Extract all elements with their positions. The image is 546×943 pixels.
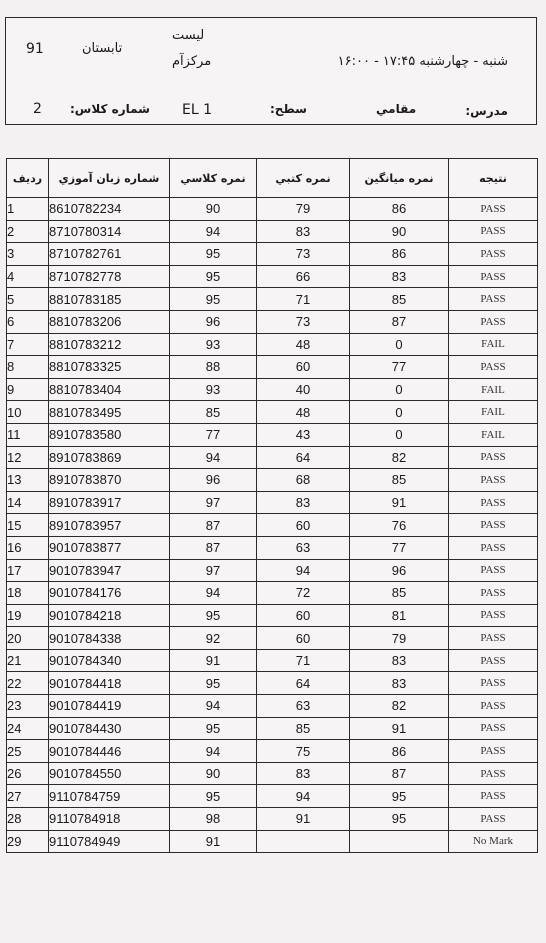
result-cell: PASS <box>449 198 538 221</box>
student-id-cell: 8610782234 <box>49 198 170 221</box>
row-number-cell: 24 <box>7 717 49 740</box>
table-row <box>7 830 538 853</box>
row-number-cell: 13 <box>7 469 49 492</box>
written-score-cell: 72 <box>257 582 350 605</box>
table-row <box>7 356 538 379</box>
written-score-cell: 63 <box>257 536 350 559</box>
result-cell: PASS <box>449 717 538 740</box>
written-score-cell: 73 <box>257 310 350 333</box>
row-number-cell: 6 <box>7 310 49 333</box>
row-number-cell: 20 <box>7 627 49 650</box>
row-number-cell: 16 <box>7 536 49 559</box>
average-score-cell: 87 <box>350 310 449 333</box>
written-score-cell: 85 <box>257 717 350 740</box>
average-score-cell: 77 <box>350 536 449 559</box>
student-id-cell: 9110784918 <box>49 808 170 831</box>
class-score-cell: 94 <box>170 220 257 243</box>
written-score-cell: 79 <box>257 198 350 221</box>
student-id-cell: 9010784446 <box>49 740 170 763</box>
average-score-cell: 87 <box>350 762 449 785</box>
written-score-cell: 43 <box>257 423 350 446</box>
student-id-cell: 9010784218 <box>49 604 170 627</box>
term-number: 91 <box>26 41 44 57</box>
written-score-cell: 83 <box>257 220 350 243</box>
class-score-cell: 94 <box>170 582 257 605</box>
row-number-cell: 12 <box>7 446 49 469</box>
column-header-average-score: نمره ميانگين <box>350 159 449 198</box>
result-cell: FAIL <box>449 333 538 356</box>
class-number-value: 2 <box>33 101 42 117</box>
student-id-cell: 8910783580 <box>49 423 170 446</box>
result-cell: PASS <box>449 559 538 582</box>
column-header-student-id: شماره زبان آموزي <box>49 159 170 198</box>
class-score-cell: 88 <box>170 356 257 379</box>
table-row <box>7 198 538 221</box>
written-score-cell: 60 <box>257 356 350 379</box>
row-number-cell: 27 <box>7 785 49 808</box>
row-number-cell: 21 <box>7 649 49 672</box>
row-number-cell: 8 <box>7 356 49 379</box>
written-score-cell: 75 <box>257 740 350 763</box>
average-score-cell: 96 <box>350 559 449 582</box>
row-number-cell: 17 <box>7 559 49 582</box>
student-id-cell: 9010784418 <box>49 672 170 695</box>
table-row <box>7 762 538 785</box>
table-row <box>7 672 538 695</box>
student-id-cell: 8810783325 <box>49 356 170 379</box>
result-cell: PASS <box>449 785 538 808</box>
average-score-cell: 79 <box>350 627 449 650</box>
written-score-cell: 48 <box>257 401 350 424</box>
student-id-cell: 9110784949 <box>49 830 170 853</box>
student-id-cell: 8810783206 <box>49 310 170 333</box>
written-score-cell: 91 <box>257 808 350 831</box>
row-number-cell: 18 <box>7 582 49 605</box>
average-score-cell: 91 <box>350 491 449 514</box>
level-value: EL 1 <box>182 102 213 118</box>
table-row <box>7 559 538 582</box>
table-row <box>7 243 538 266</box>
class-score-cell: 95 <box>170 785 257 808</box>
column-header-row-number: رديف <box>7 159 49 198</box>
table-row <box>7 265 538 288</box>
class-score-cell: 91 <box>170 649 257 672</box>
row-number-cell: 26 <box>7 762 49 785</box>
table-row <box>7 333 538 356</box>
column-header-result: نتيجه <box>449 159 538 198</box>
class-score-cell: 95 <box>170 672 257 695</box>
result-cell: PASS <box>449 649 538 672</box>
written-score-cell: 71 <box>257 649 350 672</box>
student-id-cell: 9010784419 <box>49 695 170 718</box>
row-number-cell: 11 <box>7 423 49 446</box>
term-name: تابستان <box>82 41 123 56</box>
written-score-cell: 64 <box>257 672 350 695</box>
student-id-cell: 8710782778 <box>49 265 170 288</box>
average-score-cell: 85 <box>350 469 449 492</box>
row-number-cell: 19 <box>7 604 49 627</box>
written-score-cell: 60 <box>257 627 350 650</box>
result-cell: FAIL <box>449 423 538 446</box>
written-score-cell: 60 <box>257 604 350 627</box>
class-score-cell: 87 <box>170 536 257 559</box>
result-cell: PASS <box>449 446 538 469</box>
row-number-cell: 29 <box>7 830 49 853</box>
class-score-cell: 92 <box>170 627 257 650</box>
result-cell: PASS <box>449 265 538 288</box>
average-score-cell: 91 <box>350 717 449 740</box>
column-header-class-score: نمره كلاسي <box>170 159 257 198</box>
teacher-value: مقامي <box>376 102 417 116</box>
grades-table <box>6 158 538 853</box>
table-row <box>7 808 538 831</box>
student-id-cell: 9010784176 <box>49 582 170 605</box>
row-number-cell: 25 <box>7 740 49 763</box>
table-row <box>7 536 538 559</box>
table-row <box>7 220 538 243</box>
row-number-cell: 9 <box>7 378 49 401</box>
class-score-cell: 87 <box>170 514 257 537</box>
class-score-cell: 97 <box>170 491 257 514</box>
table-header-row <box>7 159 538 198</box>
student-id-cell: 8910783917 <box>49 491 170 514</box>
student-id-cell: 8810783185 <box>49 288 170 311</box>
average-score-cell: 0 <box>350 423 449 446</box>
class-score-cell: 94 <box>170 446 257 469</box>
table-row <box>7 514 538 537</box>
average-score-cell: 85 <box>350 288 449 311</box>
written-score-cell: 40 <box>257 378 350 401</box>
row-number-cell: 4 <box>7 265 49 288</box>
result-cell: PASS <box>449 695 538 718</box>
class-score-cell: 98 <box>170 808 257 831</box>
result-cell: PASS <box>449 536 538 559</box>
average-score-cell: 85 <box>350 582 449 605</box>
table-row <box>7 627 538 650</box>
result-cell: PASS <box>449 491 538 514</box>
average-score-cell: 95 <box>350 808 449 831</box>
student-id-cell: 8810783212 <box>49 333 170 356</box>
average-score-cell: 86 <box>350 740 449 763</box>
class-schedule: شنبه - چهارشنبه ۱۷:۴۵ - ۱۶:۰۰ <box>337 54 508 69</box>
result-cell: PASS <box>449 356 538 379</box>
class-score-cell: 94 <box>170 740 257 763</box>
class-score-cell: 94 <box>170 695 257 718</box>
class-score-cell: 95 <box>170 265 257 288</box>
table-row <box>7 785 538 808</box>
class-score-cell: 95 <box>170 243 257 266</box>
table-row <box>7 446 538 469</box>
average-score-cell: 0 <box>350 378 449 401</box>
table-row <box>7 717 538 740</box>
result-cell: PASS <box>449 469 538 492</box>
class-score-cell: 90 <box>170 762 257 785</box>
result-cell: No Mark <box>449 830 538 853</box>
student-id-cell: 9010783947 <box>49 559 170 582</box>
average-score-cell: 81 <box>350 604 449 627</box>
result-cell: PASS <box>449 762 538 785</box>
row-number-cell: 3 <box>7 243 49 266</box>
result-cell: PASS <box>449 672 538 695</box>
row-number-cell: 14 <box>7 491 49 514</box>
average-score-cell: 76 <box>350 514 449 537</box>
student-id-cell: 9010783877 <box>49 536 170 559</box>
student-id-cell: 9010784430 <box>49 717 170 740</box>
class-score-cell: 97 <box>170 559 257 582</box>
class-score-cell: 93 <box>170 378 257 401</box>
average-score-cell: 90 <box>350 220 449 243</box>
student-id-cell: 8810783404 <box>49 378 170 401</box>
table-row <box>7 491 538 514</box>
class-number-label: شماره کلاس: <box>70 102 150 116</box>
student-id-cell: 8710780314 <box>49 220 170 243</box>
written-score-cell: 60 <box>257 514 350 537</box>
written-score-cell: 71 <box>257 288 350 311</box>
result-cell: PASS <box>449 604 538 627</box>
written-score-cell: 83 <box>257 762 350 785</box>
class-info-header <box>5 17 537 125</box>
column-header-written-score: نمره كتبي <box>257 159 350 198</box>
written-score-cell <box>257 830 350 853</box>
result-cell: PASS <box>449 310 538 333</box>
table-row <box>7 604 538 627</box>
table-row <box>7 582 538 605</box>
average-score-cell: 86 <box>350 198 449 221</box>
row-number-cell: 28 <box>7 808 49 831</box>
student-id-cell: 8710782761 <box>49 243 170 266</box>
row-number-cell: 23 <box>7 695 49 718</box>
table-row <box>7 740 538 763</box>
student-id-cell: 8810783495 <box>49 401 170 424</box>
result-cell: PASS <box>449 243 538 266</box>
result-cell: PASS <box>449 514 538 537</box>
average-score-cell: 82 <box>350 446 449 469</box>
class-score-cell: 96 <box>170 310 257 333</box>
table-row <box>7 378 538 401</box>
student-id-cell: 8910783870 <box>49 469 170 492</box>
row-number-cell: 1 <box>7 198 49 221</box>
table-row <box>7 401 538 424</box>
result-cell: PASS <box>449 220 538 243</box>
class-score-cell: 95 <box>170 288 257 311</box>
table-row <box>7 695 538 718</box>
student-id-cell: 9110784759 <box>49 785 170 808</box>
average-score-cell: 83 <box>350 649 449 672</box>
row-number-cell: 15 <box>7 514 49 537</box>
average-score-cell: 0 <box>350 333 449 356</box>
written-score-cell: 73 <box>257 243 350 266</box>
row-number-cell: 2 <box>7 220 49 243</box>
student-id-cell: 9010784338 <box>49 627 170 650</box>
class-score-cell: 77 <box>170 423 257 446</box>
written-score-cell: 66 <box>257 265 350 288</box>
class-score-cell: 96 <box>170 469 257 492</box>
student-id-cell: 8910783957 <box>49 514 170 537</box>
result-cell: FAIL <box>449 378 538 401</box>
result-cell: PASS <box>449 288 538 311</box>
average-score-cell: 82 <box>350 695 449 718</box>
average-score-cell: 86 <box>350 243 449 266</box>
table-row <box>7 649 538 672</box>
average-score-cell: 0 <box>350 401 449 424</box>
average-score-cell: 77 <box>350 356 449 379</box>
table-row <box>7 469 538 492</box>
center-label: مرکزآم <box>172 54 212 69</box>
result-cell: PASS <box>449 808 538 831</box>
result-cell: PASS <box>449 740 538 763</box>
student-id-cell: 9010784550 <box>49 762 170 785</box>
average-score-cell: 83 <box>350 672 449 695</box>
written-score-cell: 83 <box>257 491 350 514</box>
student-id-cell: 8910783869 <box>49 446 170 469</box>
list-label: لیست <box>172 28 205 43</box>
class-score-cell: 95 <box>170 717 257 740</box>
written-score-cell: 63 <box>257 695 350 718</box>
average-score-cell <box>350 830 449 853</box>
written-score-cell: 94 <box>257 559 350 582</box>
class-score-cell: 85 <box>170 401 257 424</box>
grades-table-body <box>7 198 538 853</box>
written-score-cell: 68 <box>257 469 350 492</box>
row-number-cell: 22 <box>7 672 49 695</box>
level-label: سطح: <box>270 102 307 116</box>
result-cell: PASS <box>449 627 538 650</box>
result-cell: FAIL <box>449 401 538 424</box>
written-score-cell: 94 <box>257 785 350 808</box>
student-id-cell: 9010784340 <box>49 649 170 672</box>
table-row <box>7 310 538 333</box>
class-score-cell: 95 <box>170 604 257 627</box>
written-score-cell: 48 <box>257 333 350 356</box>
table-row <box>7 288 538 311</box>
class-score-cell: 90 <box>170 198 257 221</box>
average-score-cell: 83 <box>350 265 449 288</box>
class-score-cell: 93 <box>170 333 257 356</box>
class-score-cell: 91 <box>170 830 257 853</box>
result-cell: PASS <box>449 582 538 605</box>
row-number-cell: 7 <box>7 333 49 356</box>
average-score-cell: 95 <box>350 785 449 808</box>
written-score-cell: 64 <box>257 446 350 469</box>
teacher-label: مدرس: <box>465 104 508 118</box>
table-row <box>7 423 538 446</box>
row-number-cell: 10 <box>7 401 49 424</box>
row-number-cell: 5 <box>7 288 49 311</box>
